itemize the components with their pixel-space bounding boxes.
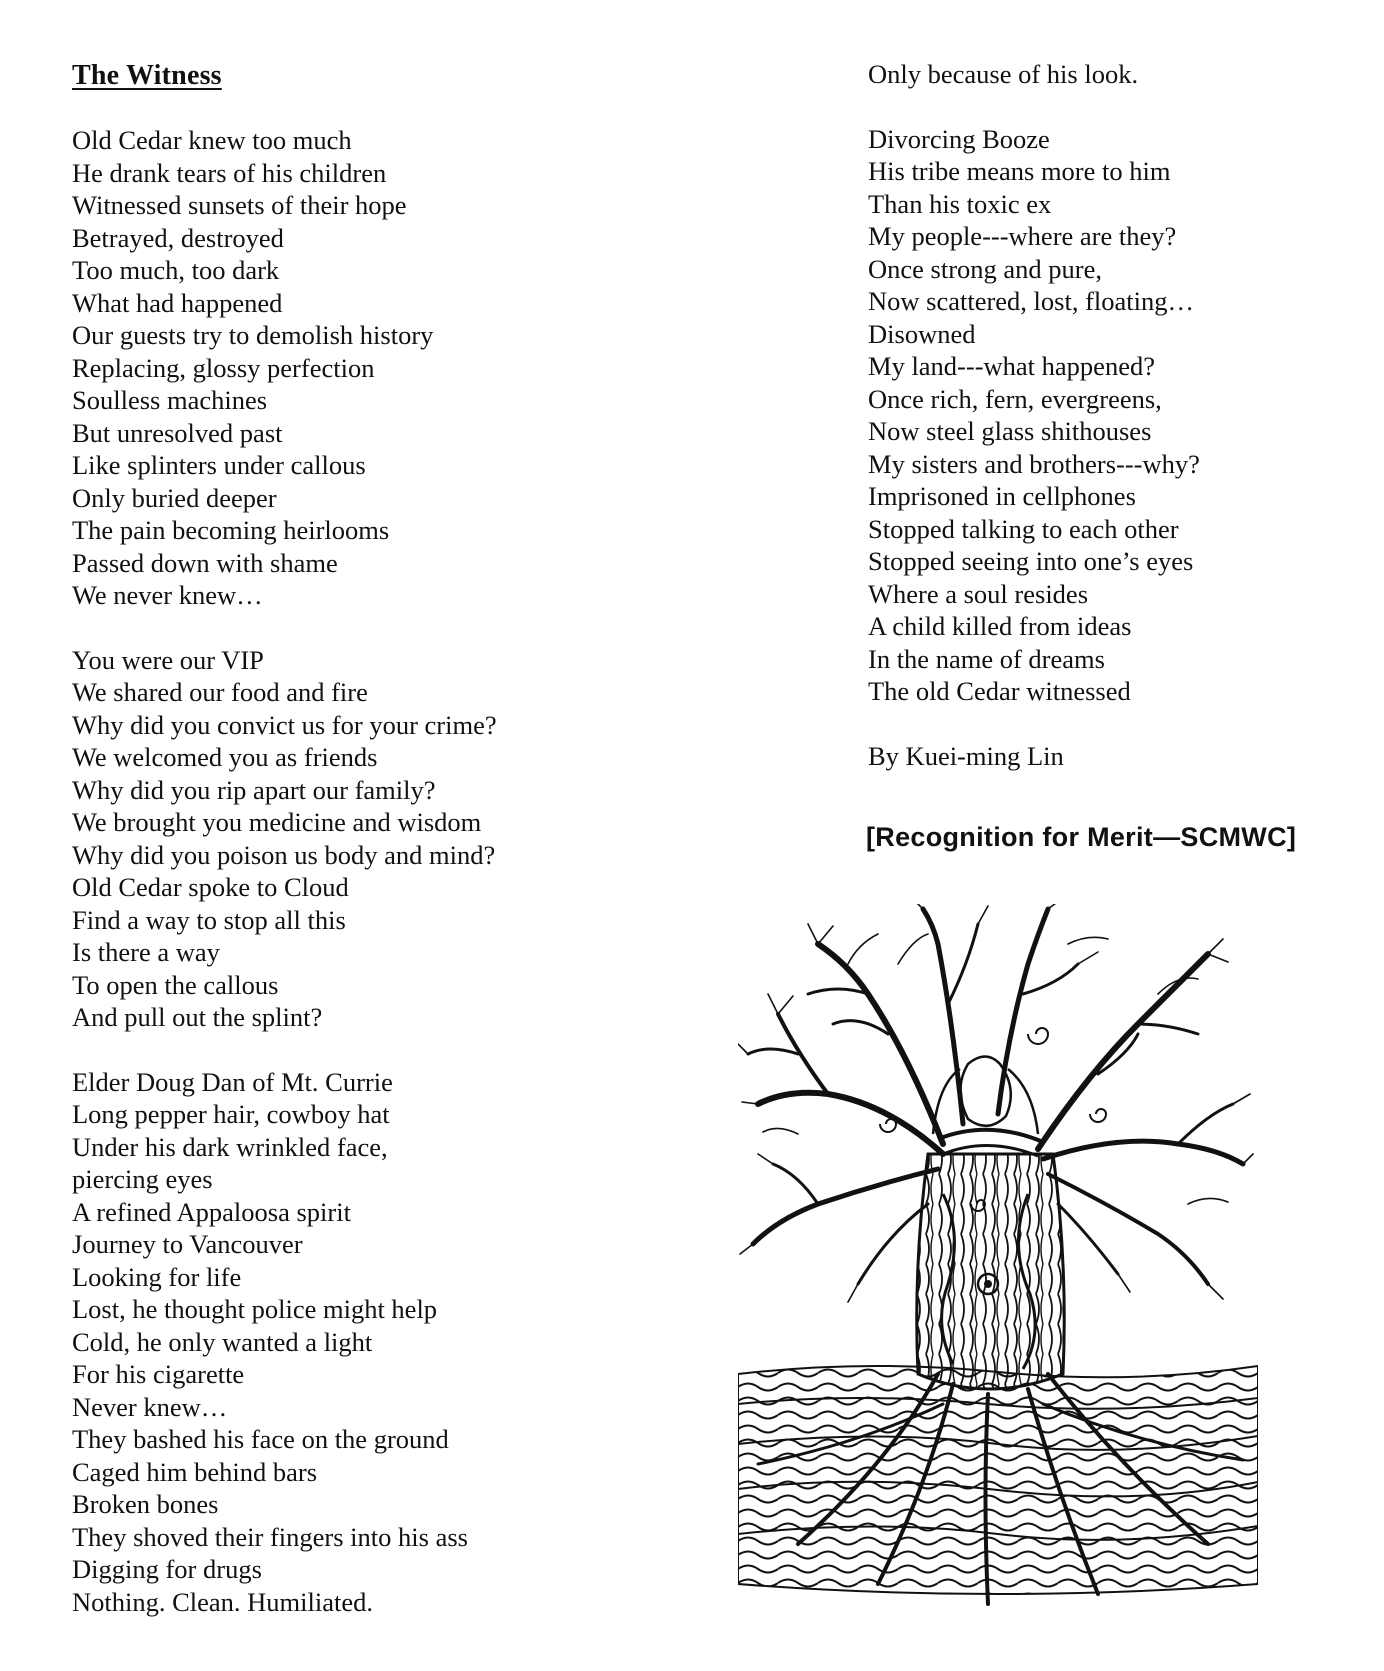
left-column bbox=[72, 124, 692, 1650]
poem-line: In the name of dreams bbox=[868, 643, 1105, 674]
poem-line: Find a way to stop all this bbox=[72, 904, 346, 935]
poem-line: Long pepper hair, cowboy hat bbox=[72, 1099, 390, 1129]
byline-block bbox=[868, 740, 1368, 773]
stanza bbox=[868, 123, 1368, 708]
poem-line: The old Cedar witnessed bbox=[868, 676, 1131, 706]
poem-line: They bashed his face on the ground bbox=[72, 1424, 449, 1454]
poem-line: Lost, he thought police might help bbox=[72, 1294, 438, 1324]
poem-line: To open the callous bbox=[72, 969, 279, 1000]
poem-line: What had happened bbox=[72, 287, 283, 318]
poem-line: Broken bones bbox=[72, 1489, 219, 1519]
trunk bbox=[917, 1154, 1065, 1389]
poem-line: Elder Doug Dan of Mt. Currie bbox=[72, 1066, 393, 1097]
poem-line: You were our VIP bbox=[72, 644, 264, 675]
poem-line: Digging for drugs bbox=[72, 1554, 262, 1584]
poem-line: Nothing. Clean. Humiliated. bbox=[72, 1586, 374, 1617]
poem-line: A refined Appaloosa spirit bbox=[72, 1196, 351, 1227]
poem-line: Once rich, fern, evergreens, bbox=[868, 383, 1162, 414]
stanza bbox=[72, 1066, 692, 1619]
poem-line: Too much, too dark bbox=[72, 255, 280, 285]
poem-line: Old Cedar knew too much bbox=[72, 125, 352, 155]
poem-line: Witnessed sunsets of their hope bbox=[72, 190, 407, 220]
poem-line: The pain becoming heirlooms bbox=[72, 515, 390, 545]
poem-line: Why did you rip apart our family? bbox=[72, 774, 436, 805]
poem-line: We never knew… bbox=[72, 580, 263, 610]
poem-line: Divorcing Booze bbox=[868, 123, 1050, 154]
poem-line: Where a soul resides bbox=[868, 578, 1089, 609]
tree-drawing bbox=[738, 904, 1258, 1634]
poem-line: My sisters and brothers---why? bbox=[868, 448, 1200, 479]
poem-line: Looking for life bbox=[72, 1261, 242, 1292]
poem-line: piercing eyes bbox=[72, 1164, 213, 1194]
poem-line: But unresolved past bbox=[72, 417, 283, 448]
poem-line: Imprisoned in cellphones bbox=[868, 481, 1136, 511]
poem-line: Caged him behind bars bbox=[72, 1456, 318, 1487]
poem-line: Now steel glass shithouses bbox=[868, 416, 1152, 446]
poem-line: Cold, he only wanted a light bbox=[72, 1326, 373, 1357]
right-column bbox=[868, 58, 1368, 804]
poem-line: Only buried deeper bbox=[72, 482, 277, 513]
poem-line: Like splinters under callous bbox=[72, 450, 366, 480]
poem-line: Stopped seeing into one’s eyes bbox=[868, 546, 1194, 576]
poem-line: Under his dark wrinkled face, bbox=[72, 1131, 388, 1162]
poem-line: Our guests try to demolish history bbox=[72, 320, 434, 350]
poem-line: A child killed from ideas bbox=[868, 611, 1132, 641]
poem-line: We shared our food and fire bbox=[72, 677, 368, 707]
poem-title: The Witness bbox=[72, 60, 222, 91]
poem-line: We brought you medicine and wisdom bbox=[72, 807, 482, 837]
ground bbox=[738, 1366, 1258, 1594]
poem-line: And pull out the splint? bbox=[72, 1002, 323, 1032]
poem-line: Once strong and pure, bbox=[868, 253, 1103, 284]
poem-line: Stopped talking to each other bbox=[868, 513, 1179, 544]
poem-line: They shoved their fingers into his ass bbox=[72, 1521, 468, 1552]
stanza bbox=[868, 58, 1368, 91]
poem-line: Disowned bbox=[868, 318, 976, 349]
author-byline: By Kuei-ming Lin bbox=[868, 740, 1064, 771]
poem-line: Replacing, glossy perfection bbox=[72, 352, 375, 383]
cedar-tree-illustration bbox=[738, 904, 1258, 1634]
poem-line: We welcomed you as friends bbox=[72, 742, 378, 772]
poem-line: My people---where are they? bbox=[868, 221, 1177, 251]
poem-line: Why did you poison us body and mind? bbox=[72, 839, 496, 870]
spirit-figure bbox=[933, 1057, 1043, 1157]
poem-line: Only because of his look. bbox=[868, 59, 1139, 89]
stanza bbox=[72, 124, 692, 612]
poem-line: Never knew… bbox=[72, 1391, 228, 1422]
poem-line: He drank tears of his children bbox=[72, 157, 387, 188]
recognition-note: [Recognition for Merit—SCMWC] bbox=[866, 822, 1297, 852]
poem-line: Soulless machines bbox=[72, 385, 268, 415]
stanza bbox=[72, 644, 692, 1034]
poem-line: Journey to Vancouver bbox=[72, 1229, 303, 1259]
poem-line: My land---what happened? bbox=[868, 351, 1155, 381]
poem-line: His tribe means more to him bbox=[868, 156, 1171, 186]
poem-line: Betrayed, destroyed bbox=[72, 222, 284, 253]
poem-line: Than his toxic ex bbox=[868, 188, 1052, 219]
poem-line: Old Cedar spoke to Cloud bbox=[72, 872, 349, 902]
poem-line: Is there a way bbox=[72, 937, 220, 967]
poem-line: Now scattered, lost, floating… bbox=[868, 286, 1195, 316]
poem-line: For his cigarette bbox=[72, 1359, 245, 1389]
poem-line: Why did you convict us for your crime? bbox=[72, 709, 497, 740]
poem-line: Passed down with shame bbox=[72, 547, 338, 578]
